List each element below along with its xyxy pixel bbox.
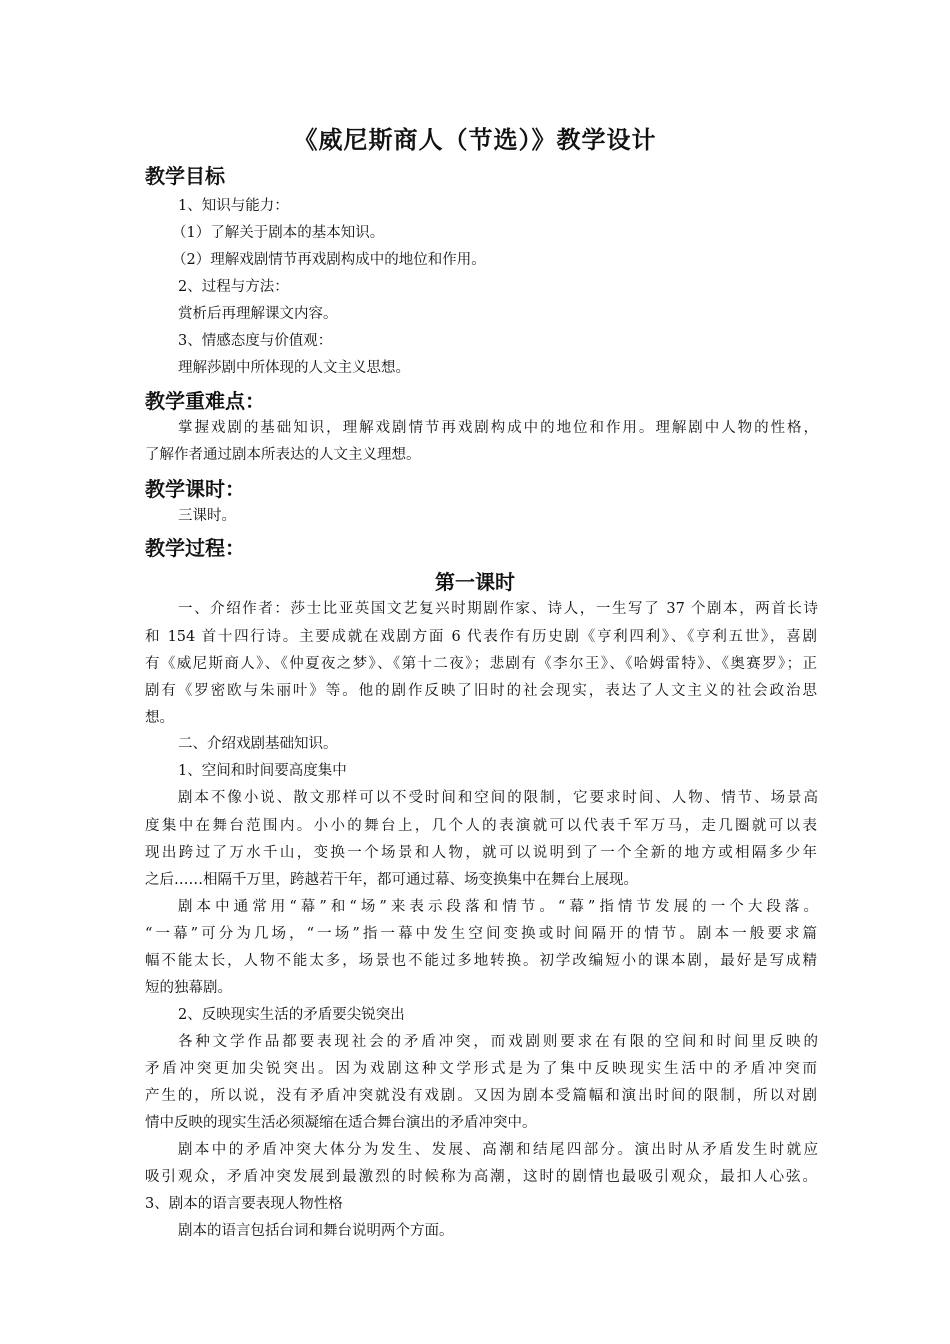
heading-goals: 教学目标 <box>145 164 225 188</box>
process-line: 剧本中的矛盾冲突大体分为发生、发展、高潮和结尾四部分。演出时从矛盾发生时就应 <box>178 1142 818 1158</box>
process-line: 产生的，所以说，没有矛盾冲突就没有戏剧。又因为剧本受篇幅和演出时间的限制，所以对剧 <box>145 1088 817 1104</box>
goal-line: （1）了解关于剧本的基本知识。 <box>172 225 385 241</box>
process-line: 现出跨过了万水千山，变换一个场景和人物，就可以说明到了一个全新的地方或相隔多少年 <box>145 845 817 861</box>
document-title: 《威尼斯商人（节选）》教学设计 <box>293 126 657 154</box>
key-points-line: 掌握戏剧的基础知识，理解戏剧情节再戏剧构成中的地位和作用。理解剧中人物的性格， <box>178 420 818 436</box>
goal-line: 3、情感态度与价值观： <box>178 333 333 349</box>
process-line: 剧本中通常用“幕”和“场”来表示段落和情节。“幕”指情节发展的一个大段落。 <box>178 899 818 915</box>
process-line: 度集中在舞台范围内。小小的舞台上，几个人的表演就可以代表千军万马，走几圈就可以表 <box>145 818 817 834</box>
process-line: 剧有《罗密欧与朱丽叶》等。他的剧作反映了旧时的社会现实，表达了人文主义的社会政治思 <box>145 683 817 699</box>
process-line: 想。 <box>145 710 174 726</box>
process-line: 有《威尼斯商人》、《仲夏夜之梦》、《第十二夜》；悲剧有《李尔王》、《哈姆雷特》、《奥赛罗》；正 <box>145 656 817 672</box>
goal-line: （2）理解戏剧情节再戏剧构成中的地位和作用。 <box>172 252 486 268</box>
key-points-line: 了解作者通过剧本所表达的人文主义理想。 <box>145 447 421 463</box>
hours-line: 三课时。 <box>178 508 236 524</box>
process-line: 剧本不像小说、散文那样可以不受时间和空间的限制，它要求时间、人物、情节、场景高 <box>178 790 818 806</box>
process-line: 剧本的语言包括台词和舞台说明两个方面。 <box>178 1223 454 1239</box>
goal-line: 理解莎剧中所体现的人文主义思想。 <box>178 360 410 376</box>
process-line: 2、反映现实生活的矛盾要尖锐突出 <box>178 1007 405 1023</box>
process-line: 短的独幕剧。 <box>145 980 232 996</box>
process-line: 情中反映的现实生活必须凝缩在适合舞台演出的矛盾冲突中。 <box>145 1115 537 1131</box>
heading-key-points: 教学重难点： <box>145 389 265 413</box>
process-line: 1、空间和时间要高度集中 <box>178 763 347 779</box>
goal-line: 1、知识与能力： <box>178 198 289 214</box>
process-line: 之后……相隔千万里，跨越若干年，都可通过幕、场变换集中在舞台上展现。 <box>145 872 638 888</box>
process-line: “一幕”可分为几场，“一场”指一幕中发生空间变换或时间隔开的情节。剧本一般要求篇 <box>145 926 817 942</box>
process-line: 幅不能太长，人物不能太多，场景也不能过多地转换。初学改编短小的课本剧，最好是写成精 <box>145 953 817 969</box>
process-line: 各种文学作品都要表现社会的矛盾冲突，而戏剧则要求在有限的空间和时间里反映的 <box>178 1034 818 1050</box>
process-line: 3、剧本的语言要表现人物性格 <box>145 1196 343 1212</box>
process-line: 和 154 首十四行诗。主要成就在戏剧方面 6 代表作有历史剧《亨利四利》、《亨利五世》，喜剧 <box>145 629 817 645</box>
process-line: 吸引观众，矛盾冲突发展到最激烈的时候称为高潮，这时的剧情也最吸引观众，最扣人心弦。 <box>145 1169 817 1185</box>
subheading-first-lesson: 第一课时 <box>435 570 515 594</box>
heading-process: 教学过程： <box>145 536 245 560</box>
process-line: 矛盾冲突更加尖锐突出。因为戏剧这种文学形式是为了集中反映现实生活中的矛盾冲突而 <box>145 1061 817 1077</box>
process-line: 一、介绍作者：莎士比亚英国文艺复兴时期剧作家、诗人，一生写了 37 个剧本，两首长诗 <box>178 601 818 617</box>
goal-line: 2、过程与方法： <box>178 279 289 295</box>
heading-hours: 教学课时： <box>145 477 245 501</box>
process-line: 二、介绍戏剧基础知识。 <box>178 736 338 752</box>
goal-line: 赏析后再理解课文内容。 <box>178 306 338 322</box>
